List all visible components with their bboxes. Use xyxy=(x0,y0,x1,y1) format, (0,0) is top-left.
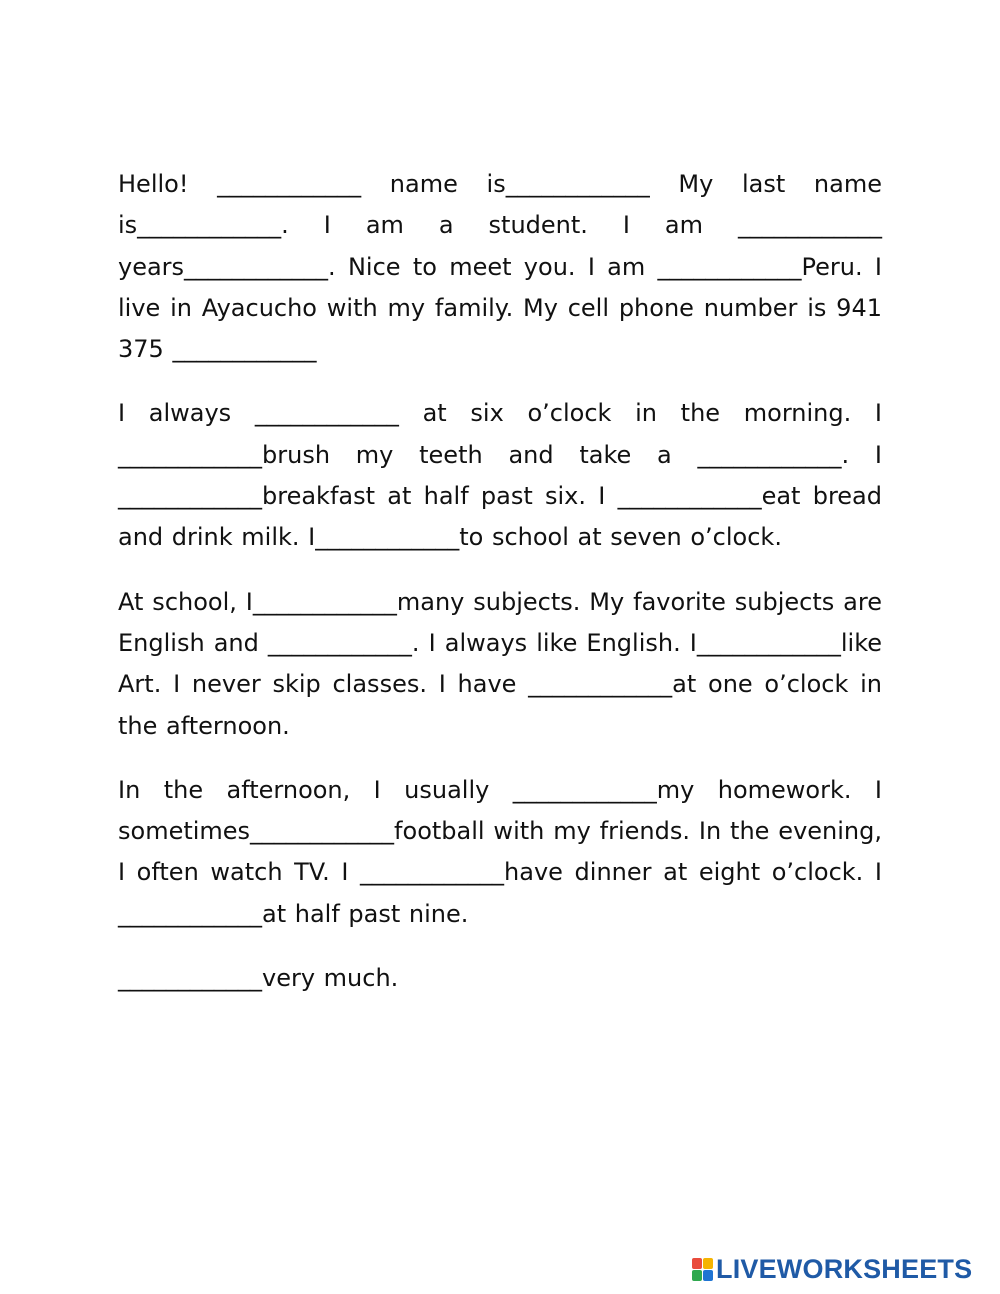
paragraph-school: At school, I____________many subjects. My favorite subjects are English and ____________. I always like English. I____________like Art. I never skip classes. I have ____________at one o’clock in the afternoon. xyxy=(118,587,882,740)
paragraph-morning-routine: I always ____________ at six o’clock in the morning. I ____________brush my teeth and take a ____________. I ____________breakfast at half past six. I ____________eat bread and drink milk. I____________to school at seven o’clock. xyxy=(118,399,882,552)
logo-square-1 xyxy=(692,1258,702,1269)
logo-square-3 xyxy=(692,1270,702,1281)
liveworksheets-logo-icon xyxy=(692,1258,712,1280)
liveworksheets-logo xyxy=(692,1252,972,1286)
logo-square-2 xyxy=(703,1258,713,1269)
paragraph-afternoon-evening: In the afternoon, I usually ____________my homework. I sometimes____________football with my friends. In the evening, I often watch TV. I ____________have dinner at eight o’clock. I ____________at half past nine. xyxy=(118,775,882,928)
liveworksheets-logo-text: LIVEWORKSHEETS xyxy=(716,1253,973,1284)
paragraph-introduction: Hello! ____________ name is____________ My last name is____________. I am a student. I am ____________ years____________. Nice to meet you. I am ____________Peru. I live in Ayacucho with my family. My cell phone number is 941 375 ____________ xyxy=(118,170,882,364)
logo-square-4 xyxy=(703,1270,713,1281)
worksheet-body xyxy=(118,164,882,1022)
paragraph-closing: ____________very much. xyxy=(118,964,399,993)
